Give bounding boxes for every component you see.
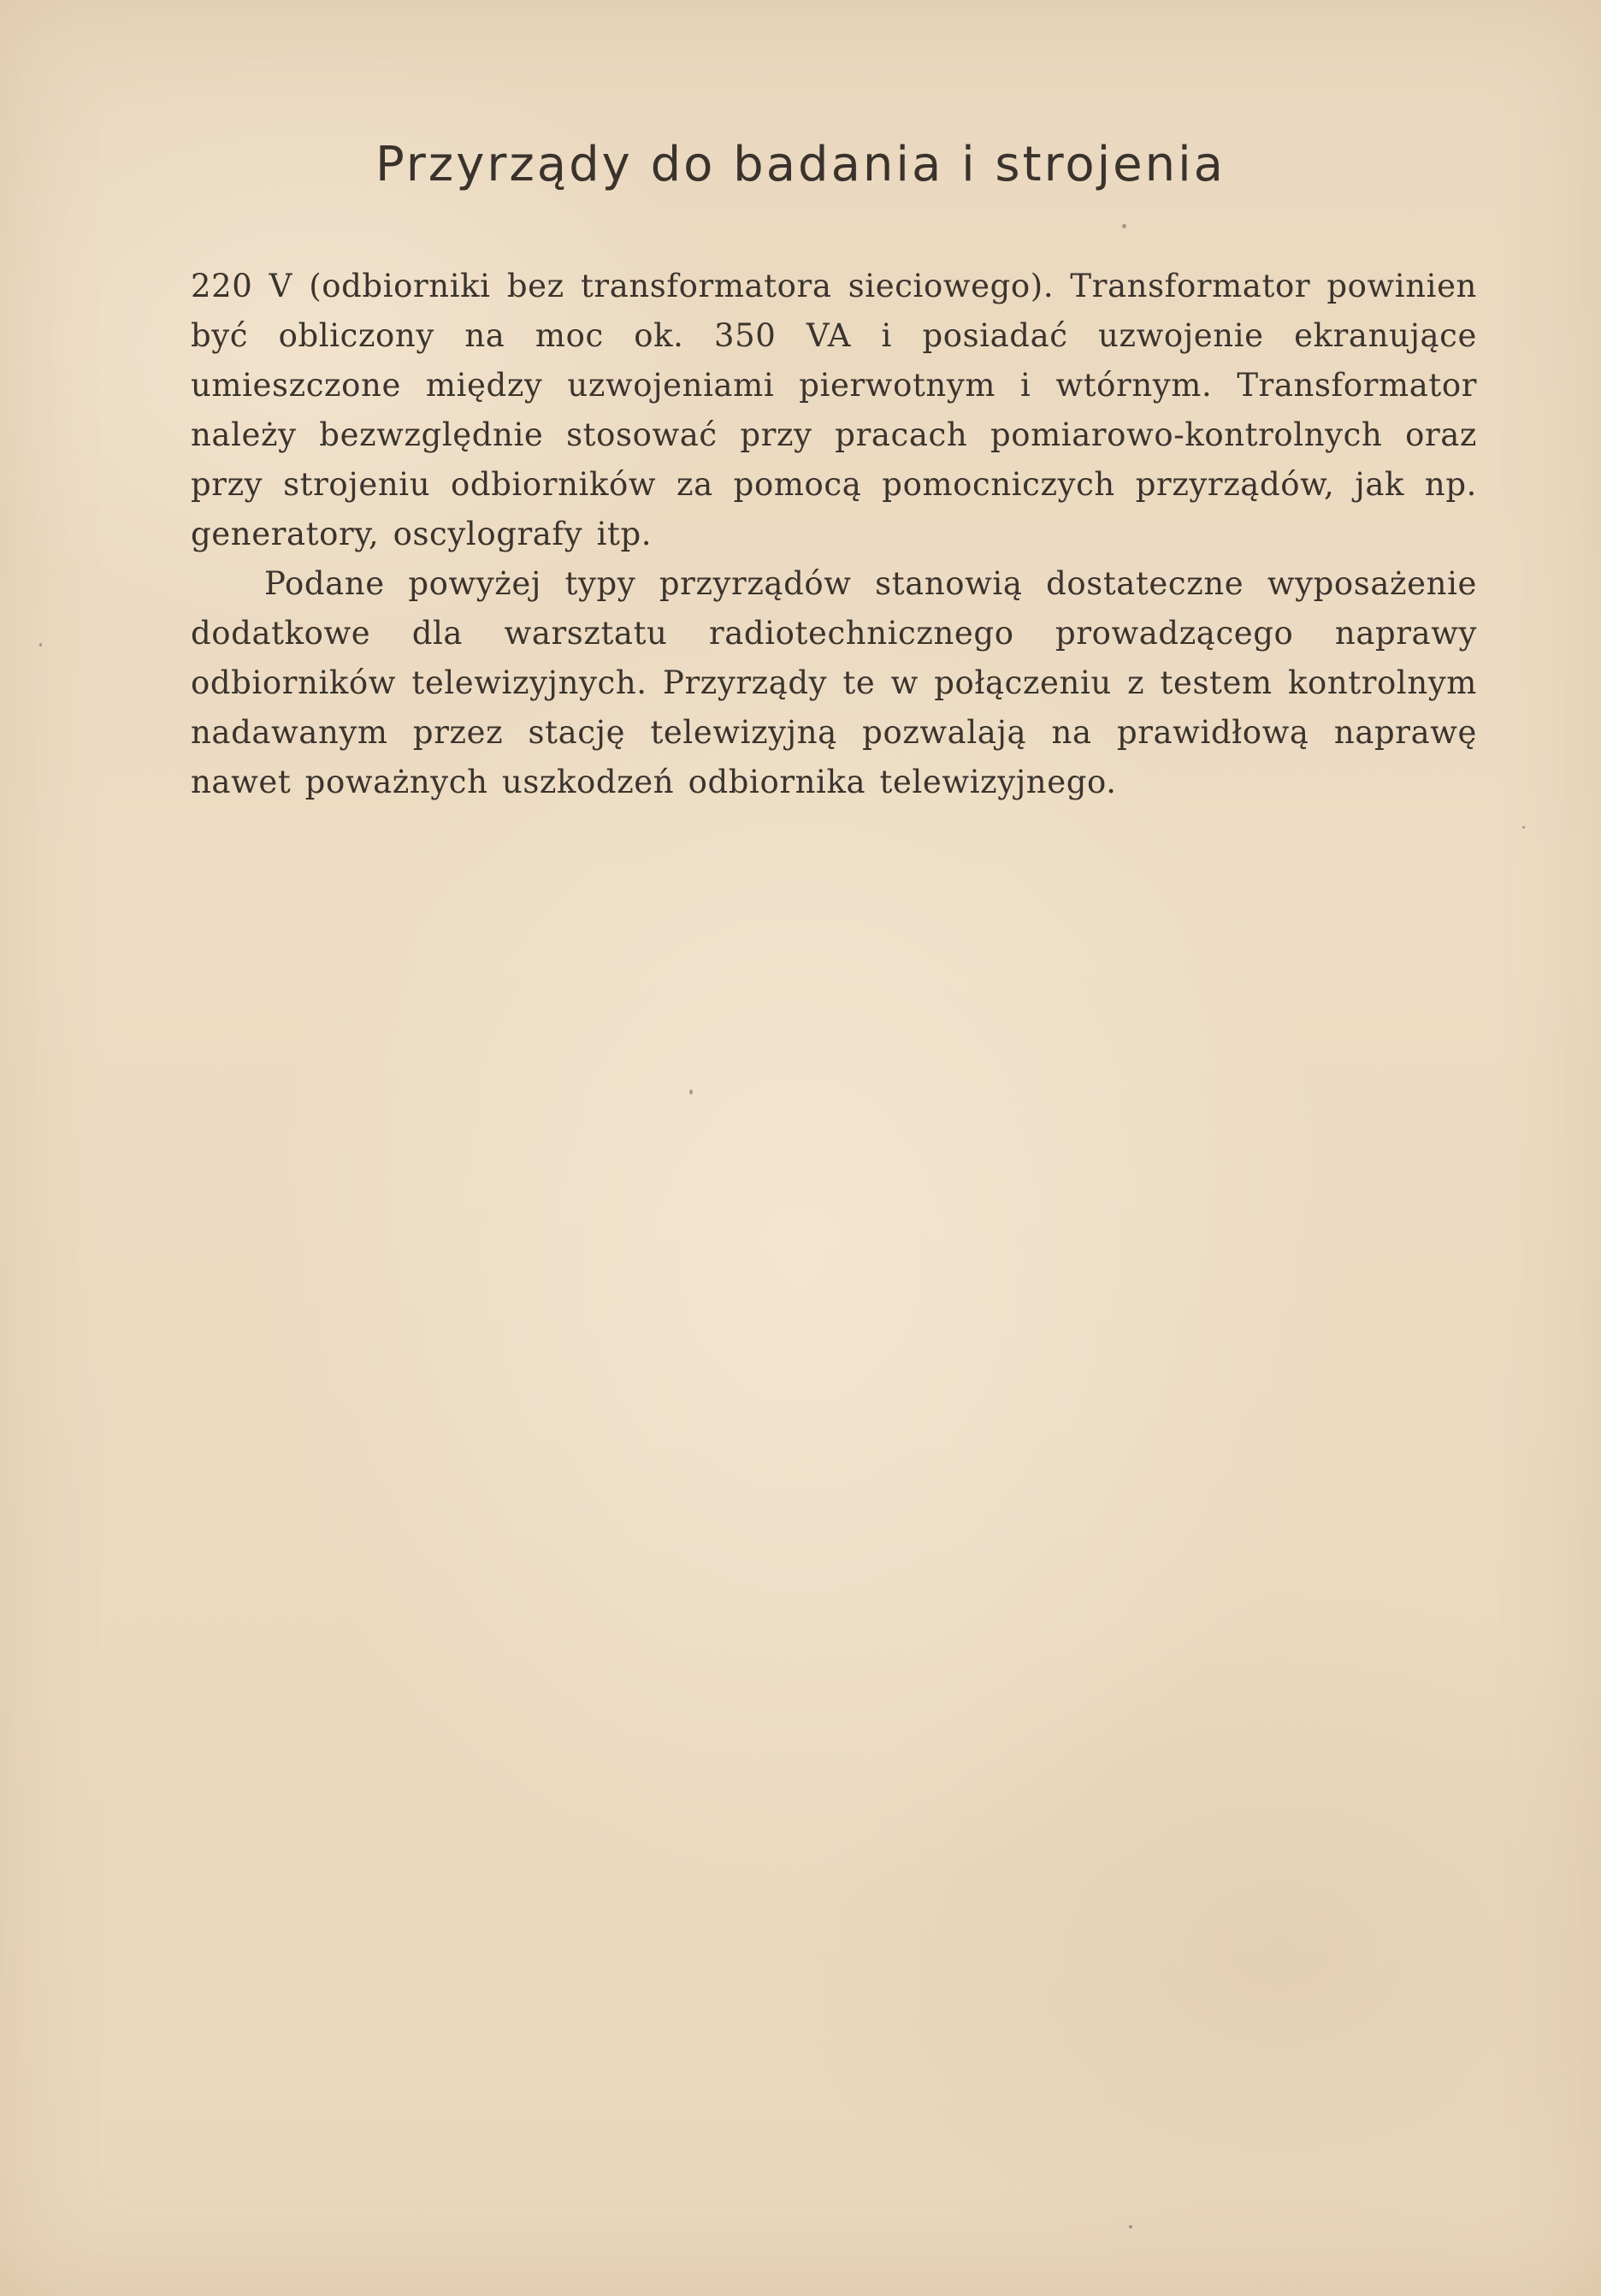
paper-speck: [1122, 224, 1126, 228]
paper-speck: [1522, 826, 1525, 829]
running-head: Przyrządy do badania i strojenia: [375, 137, 1226, 192]
paragraph-1: 220 V (odbiorniki bez transformatora sieciowego). Transformator powinien być obliczony na moc ok. 350 VA i posiadać uzwojenie ekranujące umieszczone między uzwojeniami pierwotnym i wtórnym. Transformator należy bezwzględnie stosować przy pracach pomiarowo-kontrolnych oraz przy strojeniu odbiorników za pomocą pomocniczych przyrządów, jak np. generatory, oscylografy itp.: [191, 268, 1477, 552]
paper-speck: [689, 1089, 693, 1095]
paper-speck: [39, 643, 42, 646]
body-text: [191, 262, 1477, 807]
paragraph-2: Podane powyżej typy przyrządów stanowią dostateczne wyposażenie dodatkowe dla warsztatu radiotechnicznego prowadzącego naprawy odbiorników telewizyjnych. Przyrządy te w połączeniu z testem kontrolnym nadawanym przez stację telewizyjną pozwalają na prawidłową naprawę nawet poważnych uszkodzeń odbiornika telewizyjnego.: [191, 565, 1477, 800]
paper-speck: [1129, 2225, 1132, 2228]
